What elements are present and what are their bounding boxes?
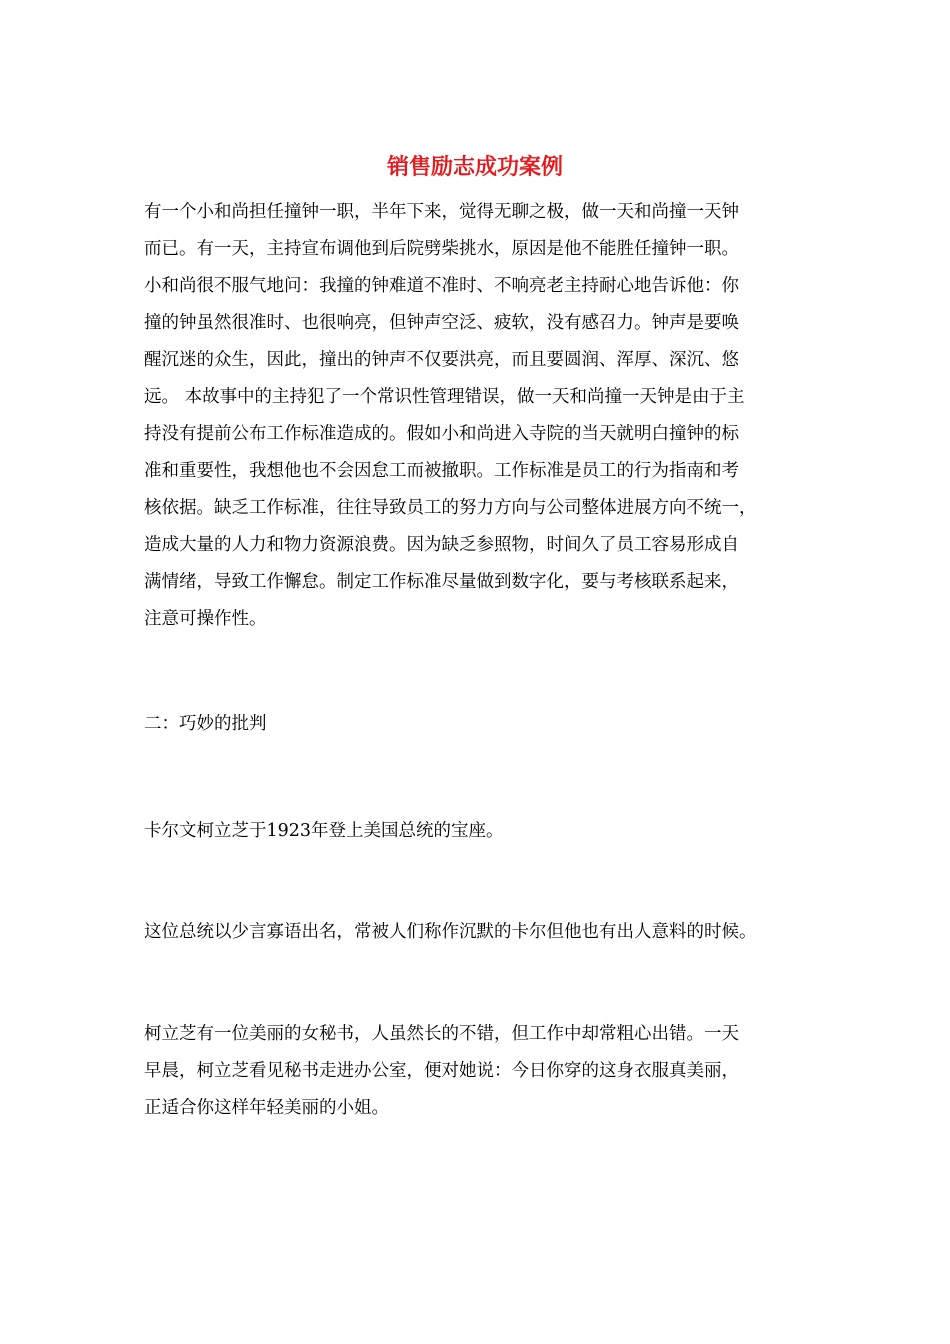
document-title: 销售励志成功案例 xyxy=(386,154,563,180)
paragraph-line: 远。 本故事中的主持犯了一个常识性管理错误，做一天和尚撞一天钟是由于主 xyxy=(144,387,745,407)
paragraph-line: 而已。有一天，主持宣布调他到后院劈柴挑水，原因是他不能胜任撞钟一职。 xyxy=(144,239,739,259)
paragraph-line: 撞的钟虽然很准时、也很响亮，但钟声空泛、疲软，没有感召力。钟声是要唤 xyxy=(144,313,739,333)
paragraph-line: 卡尔文柯立芝于1923年登上美国总统的宝座。 xyxy=(144,821,504,841)
paragraph-line: 持没有提前公布工作标准造成的。假如小和尚进入寺院的当天就明白撞钟的标 xyxy=(144,424,739,444)
section-heading xyxy=(144,706,824,743)
paragraph-line: 准和重要性，我想他也不会因怠工而被撤职。工作标准是员工的行为指南和考 xyxy=(144,461,739,481)
silent-cal-paragraph xyxy=(144,914,824,951)
paragraph-line: 造成大量的人力和物力资源浪费。因为缺乏参照物，时间久了员工容易形成自 xyxy=(144,535,739,555)
paragraph-line: 满情绪，导致工作懈怠。制定工作标准尽量做到数字化，要与考核联系起来， xyxy=(144,572,739,592)
paragraph-line: 这位总统以少言寡语出名，常被人们称作沉默的卡尔但他也有出人意料的时候。 xyxy=(144,922,757,942)
paragraph-line: 核依据。缺乏工作标准，往往导致员工的努力方向与公司整体进展方向不统一， xyxy=(144,498,757,518)
intro-paragraph xyxy=(144,194,824,638)
paragraph-line: 早晨，柯立芝看见秘书走进办公室，便对她说：今日你穿的这身衣服真美丽， xyxy=(144,1061,739,1081)
paragraph-line: 醒沉迷的众生，因此，撞出的钟声不仅要洪亮，而且要圆润、浑厚、深沉、悠 xyxy=(144,350,739,370)
coolidge-paragraph xyxy=(144,813,824,850)
paragraph-line: 正适合你这样年轻美丽的小姐。 xyxy=(144,1098,389,1118)
paragraph-line: 小和尚很不服气地问：我撞的钟难道不准时、不响亮老主持耐心地告诉他：你 xyxy=(144,276,739,296)
paragraph-line: 有一个小和尚担任撞钟一职，半年下来，觉得无聊之极，做一天和尚撞一天钟 xyxy=(144,202,739,222)
paragraph-line: 注意可操作性。 xyxy=(144,609,267,629)
section-heading-text: 二：巧妙的批判 xyxy=(144,714,267,734)
paragraph-line: 柯立芝有一位美丽的女秘书，人虽然长的不错，但工作中却常粗心出错。一天 xyxy=(144,1024,739,1044)
secretary-paragraph xyxy=(144,1016,824,1127)
